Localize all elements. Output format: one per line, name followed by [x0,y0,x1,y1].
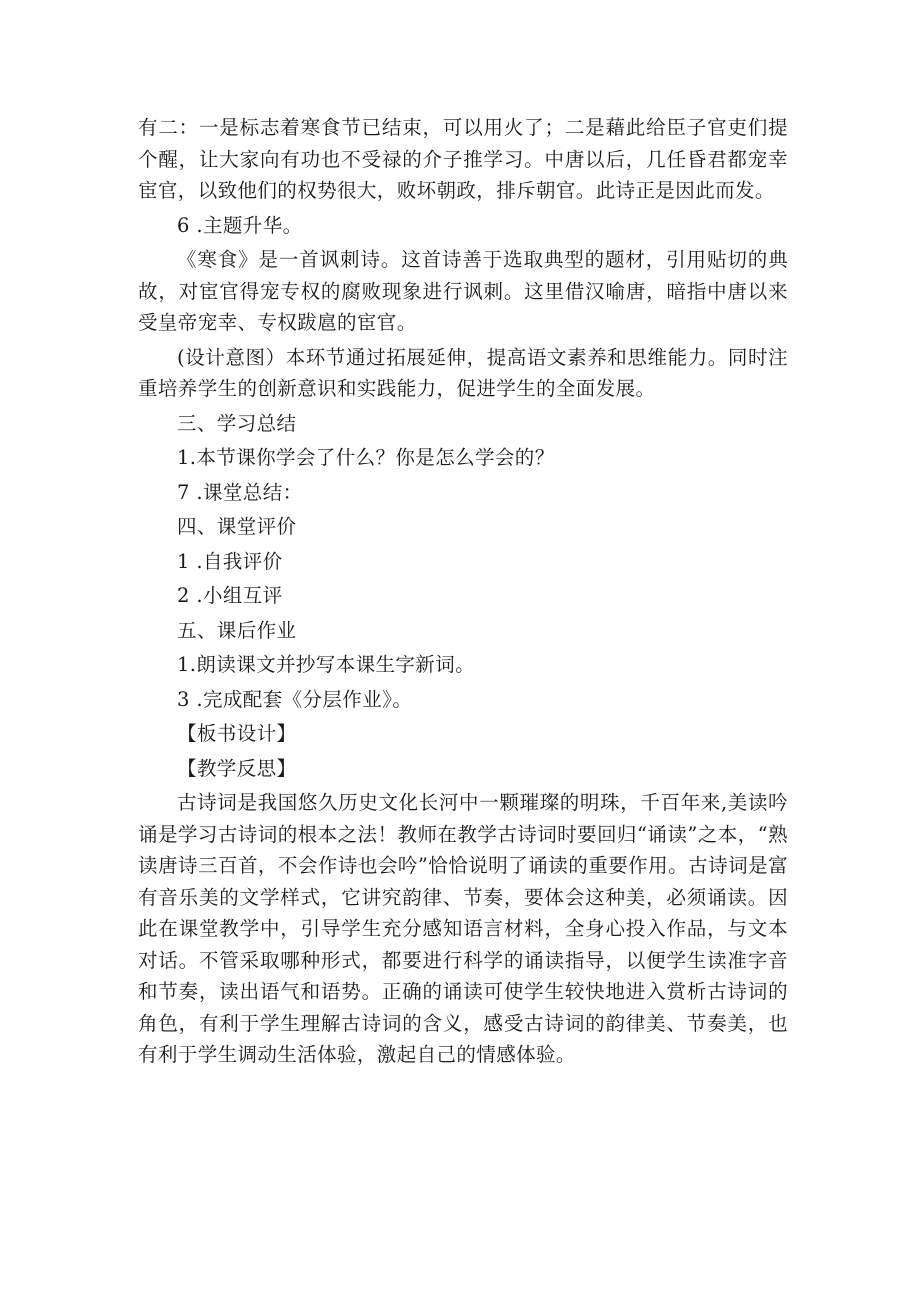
list-item: 1 .自我评价 [177,549,283,573]
body-paragraph: 有二：一是标志着寒食节已结束，可以用火了；二是藉此给臣子官吏们提个醒，让大家向有功也不受禄的介子推学习。中唐以后，几任昏君都宠幸宦官，以致他们的权势很大，败坏朝政，排斥朝官。此诗正是因此而发。 [138,116,788,202]
section-heading: 五、课后作业 [177,618,297,642]
section-heading: 四、课堂评价 [177,515,297,538]
section-heading: 三、学习总结 [177,411,297,435]
section-heading: 6 .主题升华。 [177,213,303,237]
document-page [138,112,788,1074]
body-paragraph: (设计意图）本环节通过拓展延伸，提高语文素养和思维能力。同时注重培养学生的创新意识和实践能力，促进学生的全面发展。 [138,345,788,400]
list-item: 1.本节课你学会了什么？你是怎么学会的？ [177,446,555,469]
bracket-heading: 【板书设计】 [177,722,297,745]
body-paragraph: 《寒食》是一首讽刺诗。这首诗善于选取典型的题材，引用贴切的典故，对宦官得宠专权的腐败现象进行讽刺。这里借汉喻唐，暗指中唐以来受皇帝宠幸、专权跋扈的宦官。 [138,248,788,334]
list-item: 2 .小组互评 [177,584,283,607]
bracket-heading: 【教学反思】 [177,756,297,780]
list-item: 1.朗读课文并抄写本课生字新词。 [177,653,476,676]
body-paragraph: 古诗词是我国悠久历史文化长河中一颗璀璨的明珠，千百年来,美读吟诵是学习古诗词的根本之法！教师在教学古诗词时要回归“诵读”之本，“熟读唐诗三百首，不会作诗也会吟”恰恰说明了诵读的重要作用。古诗词是富有音乐美的文学样式，它讲究韵律、节奏，要体会这种美，必须诵读。因此在课堂教学中，引导学生充分感知语言材料，全身心投入作品，与文本对话。不管采取哪种形式，都要进行科学的诵读指导，以便学生读准字音和节奏，读出语气和语势。正确的诵读可使学生较快地进入赏析古诗词的角色，有利于学生理解古诗词的含义，感受古诗词的韵律美、节奏美，也有利于学生调动生活体验，激起自己的情感体验。 [138,791,788,1066]
list-item: 3 .完成配套《分层作业》。 [177,687,413,711]
list-item: 7 .课堂总结： [177,480,303,504]
